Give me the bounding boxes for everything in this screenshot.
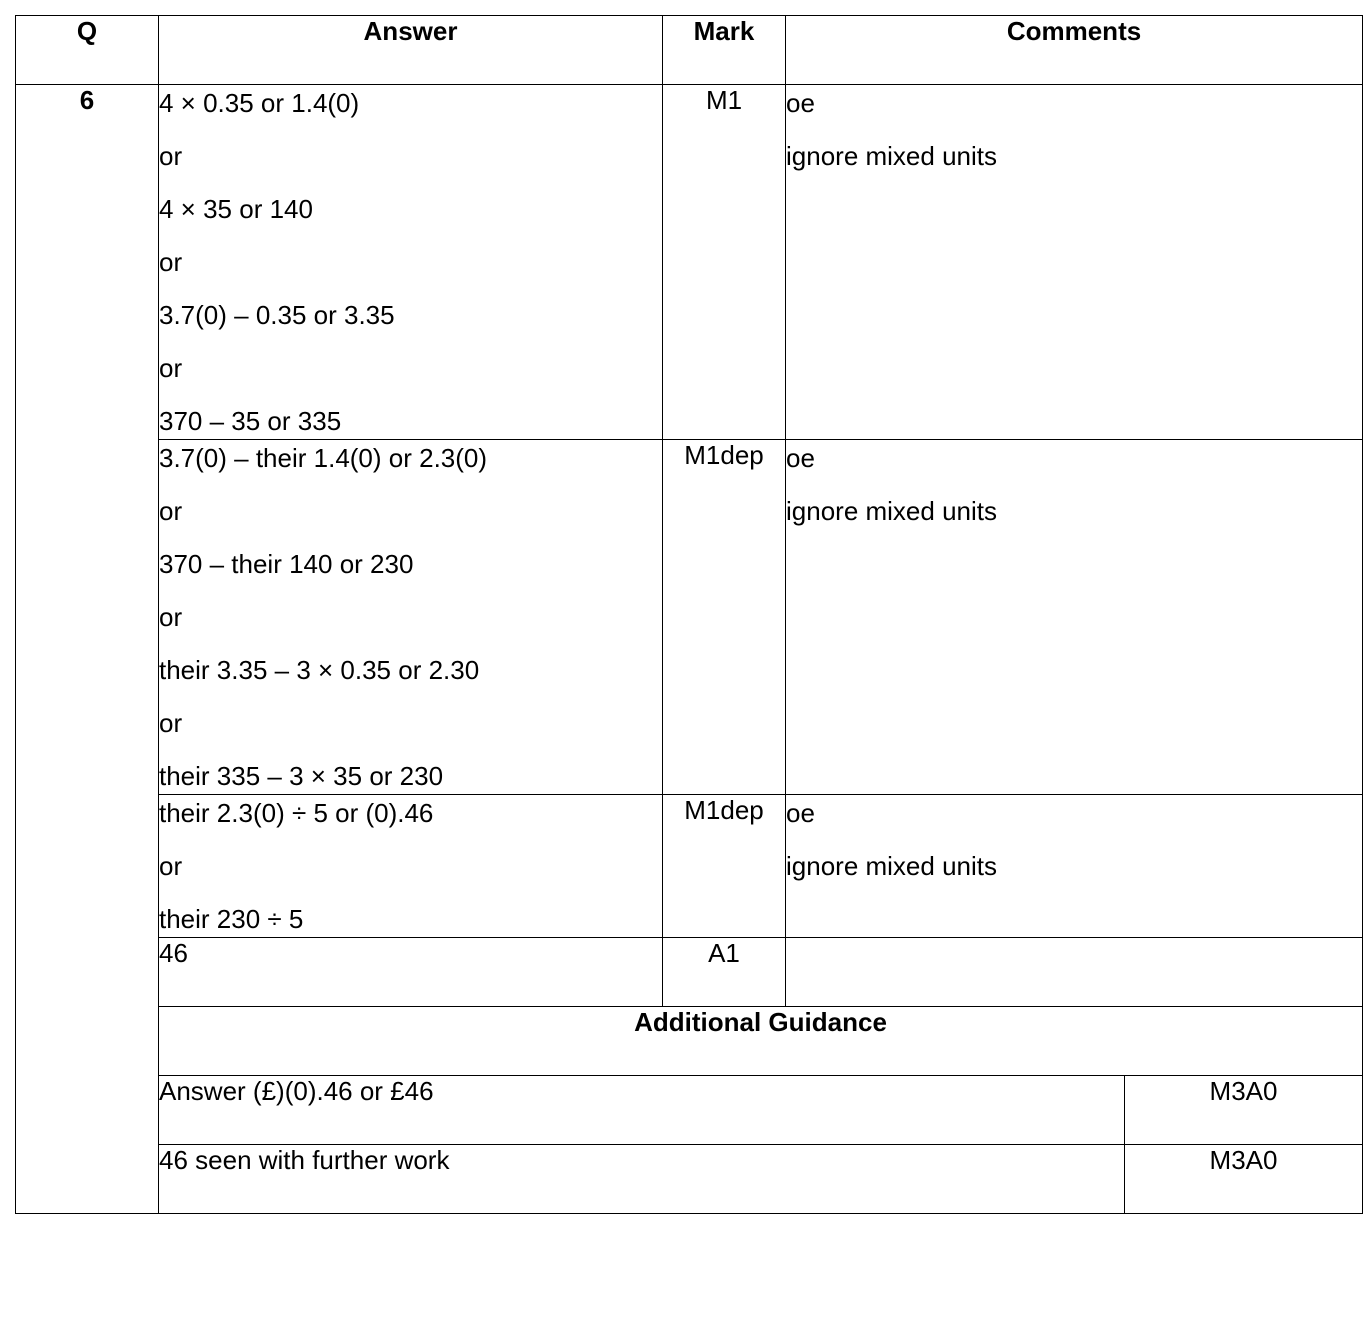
guidance-mark: M3A0 xyxy=(1125,1145,1363,1214)
comments-cell xyxy=(786,85,1363,440)
comment-line: ignore mixed units xyxy=(786,141,997,171)
header-q: Q xyxy=(16,16,159,85)
answer-line: 4 × 0.35 or 1.4(0) xyxy=(159,88,360,118)
mark-cell: M1dep xyxy=(663,440,786,795)
answer-line: or xyxy=(159,851,183,881)
answer-cell: 46 xyxy=(159,938,663,1007)
guidance-title-row xyxy=(16,1007,1363,1076)
guidance-row xyxy=(16,1076,1363,1145)
answer-line: or xyxy=(159,353,183,383)
answer-line: their 2.3(0) ÷ 5 or (0).46 xyxy=(159,798,434,828)
header-mark: Mark xyxy=(663,16,786,85)
comment-line: ignore mixed units xyxy=(786,496,997,526)
table-row xyxy=(16,795,1363,938)
guidance-mark: M3A0 xyxy=(1125,1076,1363,1145)
answer-line: their 3.35 – 3 × 0.35 or 2.30 xyxy=(159,655,480,685)
comment-line: oe xyxy=(786,798,815,828)
answer-line: 370 – 35 or 335 xyxy=(159,406,342,436)
answer-line: or xyxy=(159,141,183,171)
answer-line: or xyxy=(159,602,183,632)
answer-cell xyxy=(159,440,663,795)
mark-cell: M1 xyxy=(663,85,786,440)
guidance-text: Answer (£)(0).46 or £46 xyxy=(159,1076,1125,1145)
answer-line: or xyxy=(159,247,183,277)
header-row xyxy=(16,16,1363,85)
table-row xyxy=(16,440,1363,795)
table-row xyxy=(16,938,1363,1007)
comment-line: ignore mixed units xyxy=(786,851,997,881)
answer-line: 3.7(0) – 0.35 or 3.35 xyxy=(159,300,395,330)
comment-line: oe xyxy=(786,443,815,473)
answer-line: their 230 ÷ 5 xyxy=(159,904,304,934)
answer-cell xyxy=(159,795,663,938)
guidance-text: 46 seen with further work xyxy=(159,1145,1125,1214)
answer-cell xyxy=(159,85,663,440)
answer-line: 370 – their 140 or 230 xyxy=(159,549,414,579)
answer-line: 3.7(0) – their 1.4(0) or 2.3(0) xyxy=(159,443,488,473)
mark-cell: A1 xyxy=(663,938,786,1007)
mark-scheme-table xyxy=(15,15,1363,1214)
answer-line: 4 × 35 or 140 xyxy=(159,194,313,224)
guidance-row xyxy=(16,1145,1363,1214)
guidance-title: Additional Guidance xyxy=(159,1007,1363,1076)
mark-cell: M1dep xyxy=(663,795,786,938)
question-number: 6 xyxy=(16,85,159,1214)
answer-line: or xyxy=(159,708,183,738)
table-row xyxy=(16,85,1363,440)
comments-cell xyxy=(786,795,1363,938)
comments-cell xyxy=(786,938,1363,1007)
header-answer: Answer xyxy=(159,16,663,85)
answer-line: their 335 – 3 × 35 or 230 xyxy=(159,761,444,791)
answer-line: or xyxy=(159,496,183,526)
comments-cell xyxy=(786,440,1363,795)
comment-line: oe xyxy=(786,88,815,118)
header-comments: Comments xyxy=(786,16,1363,85)
